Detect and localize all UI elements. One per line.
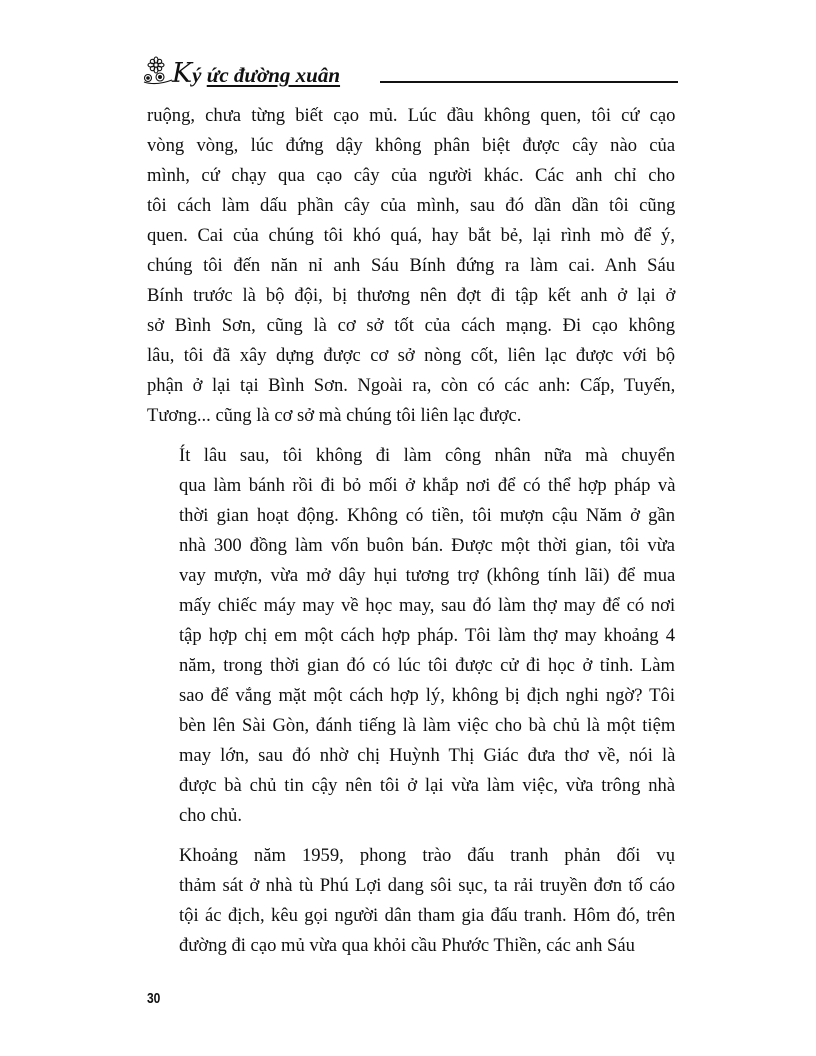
text-line: quen. Cai của chúng tôi khó quá, hay bắt bẻ, lại rình mò để ý, <box>147 225 675 246</box>
text-line: năm, trong thời gian đó có lúc tôi được cử đi học ở tỉnh. Làm <box>179 655 675 676</box>
text-line: lâu, tôi đã xây dựng được cơ sở nòng cốt, liên lạc được với bộ <box>147 345 675 366</box>
text-line: Ít lâu sau, tôi không đi làm công nhân nữa mà chuyển <box>179 445 675 466</box>
paragraph <box>147 441 675 831</box>
text-line: đường đi cạo mủ vừa qua khỏi cầu Phước Thiền, các anh Sáu <box>179 935 635 956</box>
text-line: sao để vắng mặt một cách hợp lý, không bị địch nghi ngờ? Tôi <box>179 685 675 706</box>
text-line: phận ở lại tại Bình Sơn. Ngoài ra, còn có các anh: Cấp, Tuyến, <box>147 375 676 396</box>
text-line: tội ác địch, kêu gọi người dân tham gia đấu tranh. Hôm đó, trên <box>179 905 676 926</box>
header-rule <box>380 81 678 83</box>
book-title-initial: K <box>172 58 193 89</box>
text-line: Tương... cũng là cơ sở mà chúng tôi liên lạc được. <box>147 405 522 426</box>
text-line: vay mượn, vừa mở dây hụi tương trợ (không tính lãi) để mua <box>179 565 676 586</box>
text-line: tập hợp chị em một cách hợp pháp. Tôi làm thợ may khoảng 4 <box>179 625 675 646</box>
book-title-accent: ý <box>192 63 207 87</box>
page-number: 30 <box>147 990 161 1007</box>
text-line: Bính trước là bộ đội, bị thương nên đợt đi tập kết anh ở lại ở <box>147 285 676 306</box>
text-line: mình, cứ chạy qua cạo cây của người khác. Các anh chỉ cho <box>147 165 676 186</box>
text-line: mấy chiếc máy may về học may, sau đó làm thợ may để có nơi <box>179 595 676 616</box>
text-line: thời gian hoạt động. Không có tiền, tôi mượn cậu Năm ở gần <box>179 505 675 526</box>
text-line: thảm sát ở nhà tù Phú Lợi dang sôi sục, ta rải truyền đơn tố cáo <box>179 875 675 896</box>
paragraph <box>147 101 675 431</box>
text-line: may lớn, sau đó nhờ chị Huỳnh Thị Giác đưa thơ về, nói là <box>179 745 676 766</box>
text-line: qua làm bánh rồi đi bỏ mối ở khắp nơi để có thể hợp pháp và <box>179 475 676 496</box>
book-title-rest: ức đường xuân <box>206 63 341 87</box>
text-line: được bà chủ tin cậy nên tôi ở lại vừa làm việc, vừa trông nhà <box>179 775 676 796</box>
paragraph <box>147 841 675 961</box>
text-line: tôi cách làm dấu phần cây của mình, sau đó dần dần tôi cũng <box>147 195 676 216</box>
book-title <box>172 58 340 89</box>
text-line: sở Bình Sơn, cũng là cơ sở tốt của cách mạng. Đi cạo không <box>147 315 675 336</box>
text-line: ruộng, chưa từng biết cạo mủ. Lúc đầu không quen, tôi cứ cạo <box>147 105 676 126</box>
body-text <box>147 101 675 961</box>
running-header <box>142 56 678 88</box>
text-line: bèn lên Sài Gòn, đánh tiếng là làm việc cho bà chủ là một tiệm <box>179 715 676 736</box>
text-line: nhà 300 đồng làm vốn buôn bán. Được một thời gian, tôi vừa <box>179 535 676 556</box>
text-line: Khoảng năm 1959, phong trào đấu tranh phản đối vụ <box>179 845 675 866</box>
text-line: cho chủ. <box>179 805 242 826</box>
text-line: vòng vòng, lúc đứng dậy không phân biệt được cây nào của <box>147 135 676 156</box>
text-line: chúng tôi đến năn nỉ anh Sáu Bính đứng ra làm cai. Anh Sáu <box>147 255 676 276</box>
